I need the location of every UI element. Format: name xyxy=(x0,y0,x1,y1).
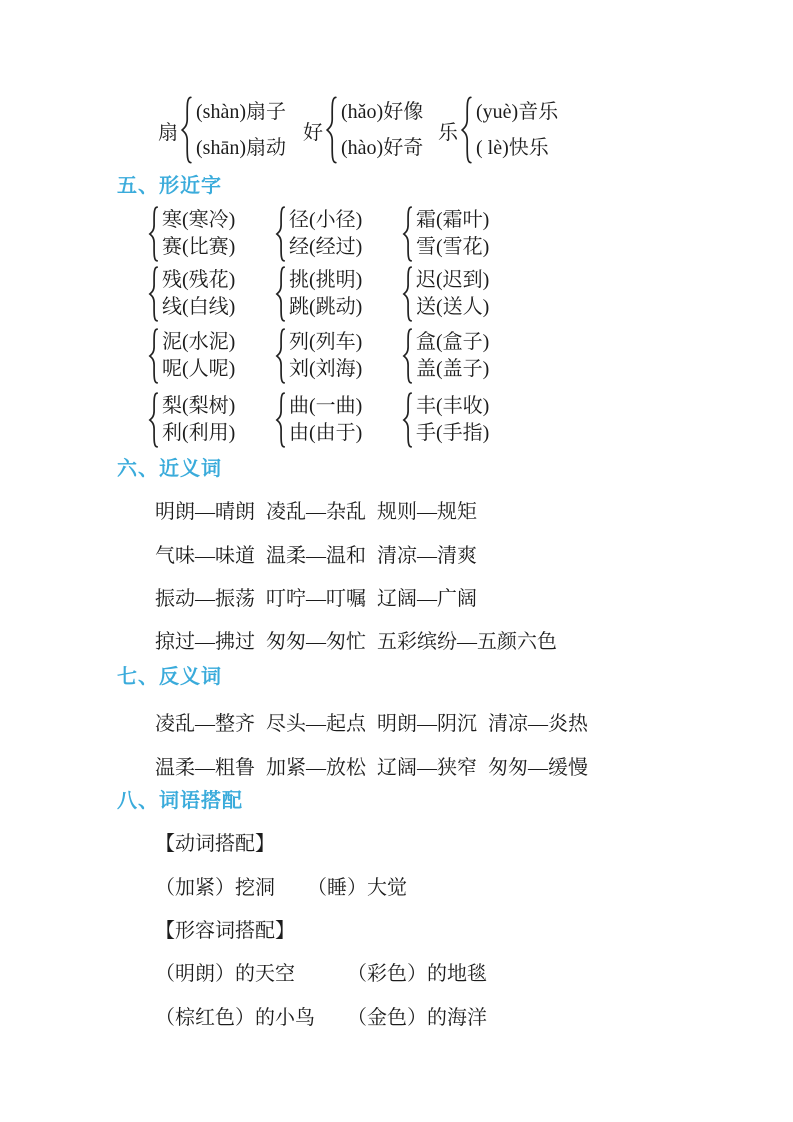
polyphone-char: 扇 xyxy=(158,121,178,144)
collocation-item: （金色）的海洋 xyxy=(347,1006,487,1029)
polyphone-readings xyxy=(341,94,423,166)
antonym-line: 凌乱—整齐 尽头—起点 明朗—阴沉 清凉—炎热 xyxy=(155,713,588,736)
polyphone-char: 好 xyxy=(303,121,323,144)
char-entry: 线(白线) xyxy=(162,296,236,318)
antonym-line: 温柔—粗鲁 加紧—放松 辽阔—狭窄 匆匆—缓慢 xyxy=(155,756,588,779)
section-heading-antonyms: 七、反义词 xyxy=(117,666,222,688)
verb-collocation-row xyxy=(155,863,487,906)
brace-icon xyxy=(275,392,286,448)
brace-icon xyxy=(148,392,159,448)
similar-char-group xyxy=(146,392,235,448)
reading-line: ( lè)快乐 xyxy=(476,137,549,159)
similar-char-group xyxy=(146,266,235,322)
char-entry: 赛(比赛) xyxy=(162,236,236,258)
similar-char-group xyxy=(146,328,235,384)
char-entry: 霜(霜叶) xyxy=(416,209,490,231)
char-entry: 送(送人) xyxy=(416,296,490,318)
char-entry: 由(由于) xyxy=(289,422,363,444)
polyphone-group xyxy=(438,94,558,166)
brace-icon xyxy=(325,96,338,164)
synonym-line: 明朗—晴朗 凌乱—杂乱 规则—规矩 xyxy=(155,501,477,524)
antonyms-list xyxy=(155,700,588,787)
char-entry: 泥(水泥) xyxy=(162,331,236,353)
polyphone-group xyxy=(303,94,423,166)
brace-icon xyxy=(460,96,473,164)
similar-char-group xyxy=(400,328,489,384)
reading-line: (hǎo)好像 xyxy=(341,101,424,123)
char-entry: 列(列车) xyxy=(289,331,363,353)
reading-line: (hào)好奇 xyxy=(341,137,424,159)
brace-icon xyxy=(148,328,159,384)
char-entry: 经(经过) xyxy=(289,236,363,258)
polyphone-group xyxy=(158,94,286,166)
char-entry: 迟(迟到) xyxy=(416,269,490,291)
polyphone-readings xyxy=(196,94,286,166)
polyphone-char: 乐 xyxy=(438,121,458,144)
brace-icon xyxy=(275,328,286,384)
similar-char-group xyxy=(273,392,362,448)
char-entry: 寒(寒冷) xyxy=(162,209,236,231)
reading-line: (shàn)扇子 xyxy=(196,101,286,123)
brace-icon xyxy=(148,266,159,322)
section-heading-similar-chars: 五、形近字 xyxy=(117,175,222,197)
synonyms-list xyxy=(155,488,557,662)
collocation-item: （彩色）的地毯 xyxy=(347,963,487,986)
similar-char-group xyxy=(400,392,489,448)
similar-char-group xyxy=(400,266,489,322)
char-entry: 盖(盖子) xyxy=(416,358,490,380)
synonym-line: 振动—振荡 叮咛—叮嘱 辽阔—广阔 xyxy=(155,587,477,610)
brace-icon xyxy=(275,266,286,322)
collocation-item: （棕红色）的小鸟 xyxy=(155,1006,315,1029)
section-heading-collocations: 八、词语搭配 xyxy=(117,790,243,812)
brace-icon xyxy=(275,206,286,262)
adj-collocation-row xyxy=(155,950,487,993)
char-entry: 利(利用) xyxy=(162,422,236,444)
collocation-item: （明朗）的天空 xyxy=(155,963,295,986)
char-entry: 径(小径) xyxy=(289,209,363,231)
char-entry: 手(手指) xyxy=(416,422,490,444)
adj-collocation-row xyxy=(155,994,487,1037)
collocation-item: （加紧）挖洞 xyxy=(155,876,275,899)
similar-char-group xyxy=(400,206,489,262)
brace-icon xyxy=(402,206,413,262)
reading-line: (shān)扇动 xyxy=(196,137,286,159)
brace-icon xyxy=(402,266,413,322)
brace-icon xyxy=(180,96,193,164)
brace-icon xyxy=(148,206,159,262)
char-entry: 丰(丰收) xyxy=(416,395,490,417)
char-entry: 盒(盒子) xyxy=(416,331,490,353)
char-entry: 跳(跳动) xyxy=(289,296,363,318)
brace-icon xyxy=(402,328,413,384)
polyphone-readings xyxy=(476,94,558,166)
similar-char-group xyxy=(273,328,362,384)
synonym-line: 气味—味道 温柔—温和 清凉—清爽 xyxy=(155,544,477,567)
synonym-line: 掠过—拂过 匆匆—匆忙 五彩缤纷—五颜六色 xyxy=(155,631,557,654)
reading-line: (yuè)音乐 xyxy=(476,101,559,123)
collocations-list xyxy=(155,820,487,1037)
char-entry: 呢(人呢) xyxy=(162,358,236,380)
adj-collocation-label: 【形容词搭配】 xyxy=(155,919,295,942)
similar-char-group xyxy=(146,206,235,262)
char-entry: 刘(刘海) xyxy=(289,358,363,380)
char-entry: 梨(梨树) xyxy=(162,395,236,417)
similar-char-group xyxy=(273,206,362,262)
char-entry: 挑(挑明) xyxy=(289,269,363,291)
verb-collocation-label: 【动词搭配】 xyxy=(155,833,275,856)
char-entry: 雪(雪花) xyxy=(416,236,490,258)
collocation-item: （睡）大觉 xyxy=(307,876,407,899)
char-entry: 残(残花) xyxy=(162,269,236,291)
char-entry: 曲(一曲) xyxy=(289,395,363,417)
similar-char-group xyxy=(273,266,362,322)
brace-icon xyxy=(402,392,413,448)
section-heading-synonyms: 六、近义词 xyxy=(117,458,222,480)
